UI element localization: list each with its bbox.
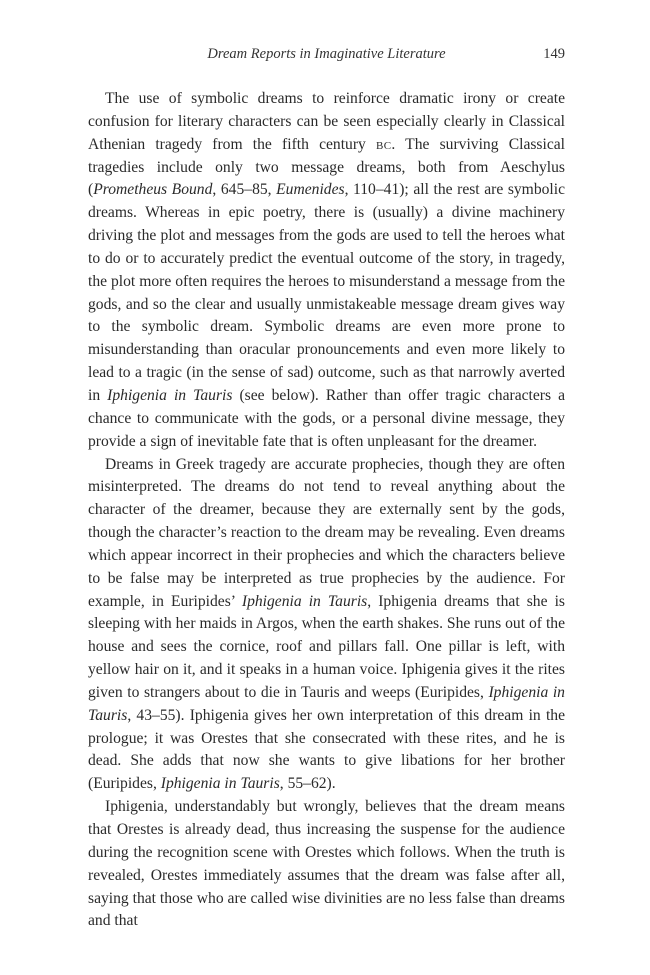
page-number: 149 <box>543 46 565 62</box>
text-run: Dreams in Greek tragedy are accurate prophecies, though they are often misinterpreted. The dreams do not tend to reveal anything about the character of the dreamer, because they are externally sent by the gods, though the character’s reaction to the dream may be revealing. Even dreams which appear incorrect in their prophecies and which the characters believe to be false may be interpreted as true prophecies by the audience. For example, in Euripides’ <box>88 455 565 610</box>
work-title: Iphigenia in Tauris <box>88 683 565 724</box>
work-title: Iphigenia in Tauris <box>241 592 368 610</box>
text-run: , 110–41); all the rest are symbolic dreams. Whereas in epic poetry, there is (usually) a divine machinery driving the plot and messages from the gods are used to tell the heroes what to do or to accurately predict the eventual outcome of the story, in tragedy, the plot more often requires the heroes to misunderstand a message from the gods, and so the clear and usually unmistakeable message dream gives way to the symbolic dream. Symbolic dreams are even more prone to misunderstanding than oracular pronouncements and even more likely to lead to a tragic (in the sense of sad) outcome, such as that narrowly averted in <box>88 181 565 404</box>
text-run: . The surviving Classical tragedies include only two message dreams, both from Aeschylus ( <box>88 135 566 199</box>
work-title: Eumenides <box>276 181 345 199</box>
paragraph-2 <box>88 454 565 797</box>
text-run: (see below). Rather than offer tragic characters a chance to communicate with the gods, or a personal divine message, they provide a sign of inevitable fate that is often unpleasant for the dreamer. <box>88 386 566 450</box>
work-title: Iphigenia in Tauris <box>107 386 233 404</box>
paragraph-1 <box>88 88 565 454</box>
running-head <box>88 44 565 64</box>
text-run: , 645–85, <box>212 181 277 199</box>
era-abbreviation: bc <box>376 135 392 153</box>
body-text <box>88 88 565 933</box>
work-title: Prometheus Bound <box>93 181 213 199</box>
text-run: Iphigenia, understandably but wrongly, believes that the dream means that Orestes is already dead, thus increasing the suspense for the audience during the recognition scene with Orestes which follows. When the truth is revealed, Orestes immediately assumes that the dream was false after all, saying that those who are called wise divinities are no less false than dreams and that <box>88 798 565 930</box>
paragraph-3 <box>88 796 565 933</box>
text-run: The use of symbolic dreams to reinforce dramatic irony or create confusion for literary characters can be seen especially clearly in Classical Athenian tragedy from the fifth century <box>88 90 565 153</box>
text-run: , 55–62). <box>279 775 336 793</box>
work-title: Iphigenia in Tauris <box>160 775 280 793</box>
text-run: , 43–55). Iphigenia gives her own interpretation of this dream in the prologue; it was Orestes that she consecrated with these rites, and he is dead. She adds that now she wants to give libations for her brother (Euripides, <box>88 706 565 793</box>
running-title: Dream Reports in Imaginative Literature <box>207 46 446 62</box>
text-run: , Iphigenia dreams that she is sleeping with her maids in Argos, when the earth shakes. She runs out of the house and sees the cornice, roof and pillars fall. One pillar is left, with yellow hair on it, and it speaks in a human voice. Iphigenia gives it the rites given to strangers about to die in Tauris and weeps (Euripides, <box>88 592 565 701</box>
